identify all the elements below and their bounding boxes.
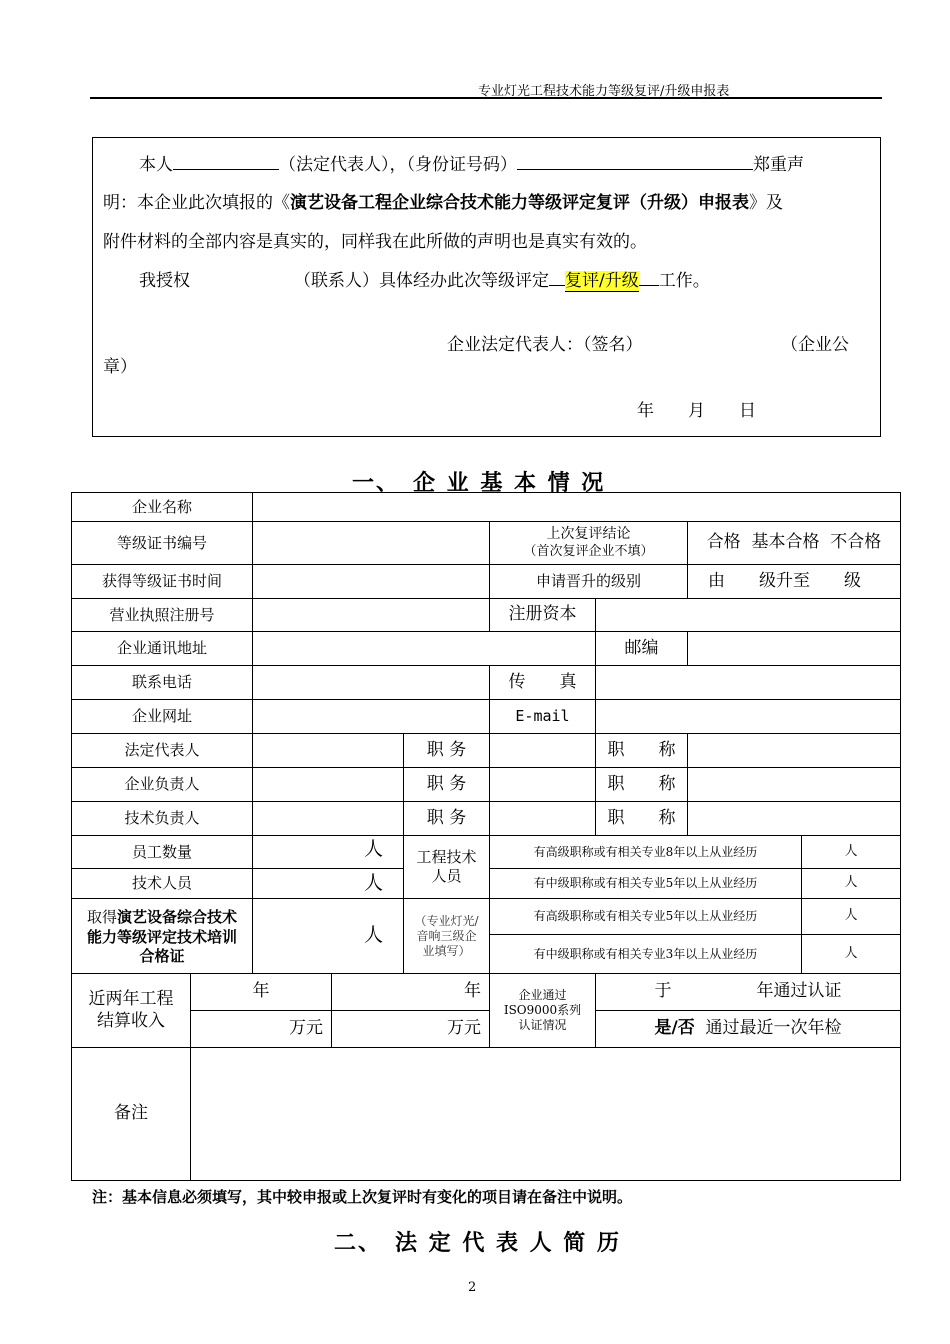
tech-head-position-label: 职 务 [403,801,490,836]
company-name-label: 企业名称 [71,492,253,522]
email-label: E-mail [489,699,596,734]
postcode-label: 邮编 [595,631,688,666]
name-blank[interactable] [173,151,279,170]
company-head-field[interactable] [252,767,404,802]
income-year-2[interactable]: 年 [331,973,490,1011]
remark-label: 备注 [71,1047,191,1181]
grade-note-label: （专业灯光/音响三级企业填写） [403,898,490,974]
fax-label: 传 真 [489,665,596,700]
legal-rep-position-label: 职 务 [403,733,490,768]
last-review-sub: （首次复评企业不填） [523,543,654,559]
declaration-text: 我授权 [139,271,190,291]
upgrade-level-label: 申请晋升的级别 [489,564,688,599]
eng-tech-label: 工程技术人员 [403,835,490,899]
legal-rep-position-field[interactable] [489,733,596,768]
last-review-text: 上次复评结论 [546,526,631,543]
exp-row-label: 有高级职称或有相关专业8年以上从业经历 [489,835,802,869]
tech-head-title-label: 职 称 [595,801,688,836]
company-head-position-field[interactable] [489,767,596,802]
training-cert-bold: 演艺设备综合技术能力等级评定技术培训合格证 [86,908,238,965]
exp-row-label: 有中级职称或有相关专业5年以上从业经历 [489,868,802,899]
cert-no-label: 等级证书编号 [71,521,253,565]
legal-rep-title-label: 职 称 [595,733,688,768]
date-label: 年 月 日 [637,401,756,421]
cert-time-label: 获得等级证书时间 [71,564,253,599]
tech-head-position-field[interactable] [489,801,596,836]
form-name-bold: 演艺设备工程企业综合技术能力等级评定复评（升级）申报表 [290,193,749,213]
address-field[interactable] [252,631,596,666]
reg-capital-label: 注册资本 [489,598,596,632]
declaration-line-2 [103,188,783,213]
reg-capital-field[interactable] [595,598,901,632]
training-cert-field[interactable]: 人 [252,898,404,974]
address-label: 企业通讯地址 [71,631,253,666]
declaration-text: 本人 [139,155,173,175]
underline-pad [549,267,565,286]
company-head-title-field[interactable] [687,767,901,802]
tech-head-title-field[interactable] [687,801,901,836]
income-label: 近两年工程结算收入 [71,973,191,1048]
seal-label-cont: 章） [103,357,137,377]
company-head-label: 企业负责人 [71,767,253,802]
legal-rep-field[interactable] [252,733,404,768]
staff-count-label: 员工数量 [71,835,253,869]
declaration-text: 郑重声 [753,155,804,175]
email-field[interactable] [595,699,901,734]
declaration-text: （联系人）具体经办此次等级评定 [294,271,549,291]
exp-row-label: 有中级职称或有相关专业3年以上从业经历 [489,934,802,974]
iso-annual-check[interactable] [595,1010,901,1048]
declaration-box [92,137,881,437]
exp-row-field[interactable]: 人 [801,868,901,899]
id-number-blank[interactable] [517,151,753,170]
exp-row-field[interactable]: 人 [801,898,901,935]
iso-cert-year[interactable]: 于 年通过认证 [595,973,901,1011]
last-review-label [489,521,688,565]
tech-head-field[interactable] [252,801,404,836]
income-amount-1[interactable]: 万元 [190,1010,332,1048]
iso-annual-check-text: 通过最近一次年检 [705,1018,842,1039]
exp-row-field[interactable]: 人 [801,934,901,974]
page-header-title: 专业灯光工程技术能力等级复评/升级申报表 [478,84,730,99]
underline-pad [639,267,659,286]
postcode-field[interactable] [687,631,901,666]
legal-rep-label: 法定代表人 [71,733,253,768]
declaration-line-4 [139,266,710,291]
yes-no-option[interactable]: 是/否 [654,1018,695,1039]
tech-staff-label: 技术人员 [71,868,253,899]
income-amount-2[interactable]: 万元 [331,1010,490,1048]
company-head-title-label: 职 称 [595,767,688,802]
phone-field[interactable] [252,665,490,700]
review-result-options[interactable]: 合格 基本合格 不合格 [687,521,901,565]
declaration-text: 》及 [749,193,783,213]
income-year-1[interactable]: 年 [190,973,332,1011]
license-no-label: 营业执照注册号 [71,598,253,632]
section-2-title: 二、 法 定 代 表 人 简 历 [334,1230,621,1256]
page-number: 2 [468,1280,477,1295]
signature-label: 企业法定代表人：（签名） [447,335,643,355]
upgrade-level-field[interactable]: 由 级升至 级 [687,564,901,599]
declaration-line-1 [139,150,804,175]
staff-count-field[interactable]: 人 [252,835,404,869]
license-no-field[interactable] [252,598,490,632]
footnote: 注：基本信息必须填写，其中较申报或上次复评时有变化的项目请在备注中说明。 [92,1188,633,1206]
exp-row-label: 有高级职称或有相关专业5年以上从业经历 [489,898,802,935]
website-field[interactable] [252,699,490,734]
review-type-highlight: 复评/升级 [565,271,639,291]
company-name-field[interactable] [252,492,901,522]
header-rule [90,97,882,99]
declaration-text: 工作。 [658,271,710,291]
tech-staff-field[interactable]: 人 [252,868,404,899]
section-1-title: 一、 企 业 基 本 情 况 [352,470,606,496]
cert-time-field[interactable] [252,564,490,599]
declaration-text: 明：本企业此次填报的《 [103,193,290,213]
tech-head-label: 技术负责人 [71,801,253,836]
company-head-position-label: 职 务 [403,767,490,802]
remark-field[interactable] [190,1047,901,1181]
training-cert-label [71,898,253,974]
cert-no-field[interactable] [252,521,490,565]
declaration-line-3: 附件材料的全部内容是真实的，同样我在此所做的声明也是真实有效的。 [103,232,647,252]
exp-row-field[interactable]: 人 [801,835,901,869]
legal-rep-title-field[interactable] [687,733,901,768]
fax-field[interactable] [595,665,901,700]
declaration-text: （法定代表人），（身份证号码） [279,155,517,175]
seal-label: （企业公 [781,335,849,355]
phone-label: 联系电话 [71,665,253,700]
iso-label: 企业通过ISO9000系列认证情况 [489,973,596,1048]
website-label: 企业网址 [71,699,253,734]
training-cert-text: 取得 [86,908,117,926]
